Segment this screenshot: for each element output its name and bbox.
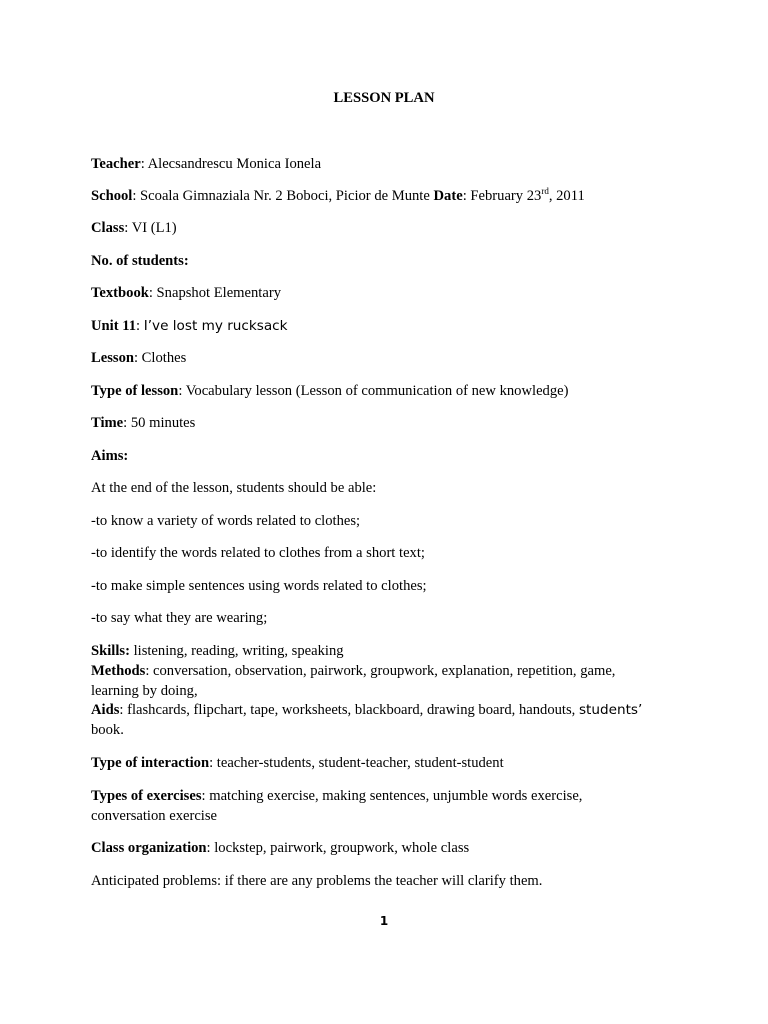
unit-separator: : [136, 318, 144, 334]
date-year: , 2011 [548, 188, 585, 204]
exercises-continuation: conversation exercise [91, 808, 218, 824]
aids-continuation: book. [91, 722, 124, 738]
lesson-type-line [91, 381, 568, 401]
problems-line: Anticipated problems: if there are any problems the teacher will clarify them. [91, 873, 543, 889]
document-title: LESSON PLAN [333, 90, 435, 106]
methods-label: Methods [91, 663, 146, 679]
unit-title: I’ve lost my rucksack [143, 318, 288, 334]
lesson-line [91, 348, 186, 368]
teacher-label: Teacher [91, 156, 141, 172]
time-line [91, 413, 195, 433]
organization-value: : lockstep, pairwork, groupwork, whole class [206, 840, 470, 856]
school-label: School [91, 188, 133, 204]
aim-item: -to identify the words related to clothes from a short text; [91, 545, 425, 561]
aim-item: -to say what they are wearing; [91, 610, 268, 626]
teacher-line [91, 154, 321, 174]
class-label: Class [91, 220, 125, 236]
textbook-label: Textbook [91, 285, 149, 301]
aids-value: : flashcards, flipchart, tape, worksheets, blackboard, drawing board, handouts, [119, 702, 579, 718]
skills-value: listening, reading, writing, speaking [129, 643, 344, 659]
methods-value: : conversation, observation, pairwork, groupwork, explanation, repetition, game, [145, 663, 616, 679]
skills-line [91, 641, 344, 661]
methods-line [91, 661, 615, 681]
unit-line [91, 316, 288, 336]
exercises-label: Types of exercises [91, 788, 202, 804]
aims-label: Aims: [91, 448, 129, 464]
methods-continuation: learning by doing, [91, 683, 198, 699]
teacher-value: : Alecsandrescu Monica Ionela [140, 156, 322, 172]
organization-line [91, 838, 469, 858]
date-superscript: rd [541, 186, 549, 196]
class-value: : VI (L1) [124, 220, 177, 236]
interaction-line [91, 753, 504, 773]
lesson-value: : Clothes [133, 350, 187, 366]
aim-item: -to know a variety of words related to clothes; [91, 513, 361, 529]
interaction-value: : teacher-students, student-teacher, student-student [209, 755, 504, 771]
school-line [91, 186, 585, 206]
exercises-line [91, 786, 582, 806]
unit-label: Unit 11 [91, 318, 137, 334]
textbook-value: : Snapshot Elementary [148, 285, 281, 301]
aids-line [91, 700, 642, 720]
aids-label: Aids [91, 702, 120, 718]
lesson-type-label: Type of lesson [91, 383, 179, 399]
aim-item: -to make simple sentences using words related to clothes; [91, 578, 427, 594]
lesson-type-value: : Vocabulary lesson (Lesson of communication of new knowledge) [178, 383, 569, 399]
time-value: : 50 minutes [123, 415, 196, 431]
date-label: Date [433, 188, 463, 204]
class-line [91, 218, 177, 238]
organization-label: Class organization [91, 840, 207, 856]
time-label: Time [91, 415, 124, 431]
students-label: No. of students: [91, 253, 189, 269]
interaction-label: Type of interaction [91, 755, 210, 771]
skills-label: Skills: [91, 643, 130, 659]
lesson-label: Lesson [91, 350, 134, 366]
exercises-value: : matching exercise, making sentences, unjumble words exercise, [201, 788, 583, 804]
aids-value-end: students’ [578, 702, 643, 718]
aims-intro: At the end of the lesson, students should be able: [91, 480, 377, 496]
textbook-line [91, 283, 281, 303]
school-value: : Scoala Gimnaziala Nr. 2 Boboci, Picior de Munte [132, 188, 434, 204]
date-value: : February 23 [462, 188, 542, 204]
aims-line [91, 446, 128, 466]
page-number: 1 [379, 914, 389, 928]
students-line [91, 251, 189, 271]
